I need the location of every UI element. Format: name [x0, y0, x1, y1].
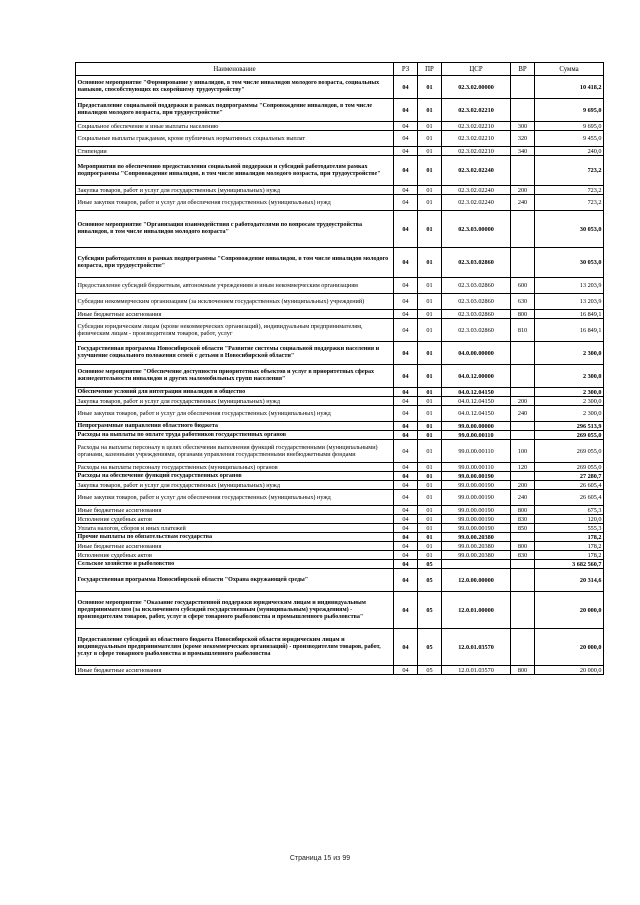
cell-csr: 04.0.12.00000	[442, 365, 511, 388]
cell-name: Иные бюджетные ассигнования	[76, 310, 394, 319]
cell-rz: 04	[394, 506, 418, 515]
cell-vr	[511, 569, 535, 592]
cell-sum: 269 055,0	[535, 463, 604, 472]
cell-vr: 200	[511, 481, 535, 490]
cell-name: Государственная программа Новосибирской области "Развитие системы социальной поддержки населения и улучшение социального положения семей с детьми в Новосибирской области"	[76, 342, 394, 365]
table-row	[76, 569, 604, 592]
cell-sum: 30 053,0	[535, 211, 604, 248]
cell-pr: 01	[418, 156, 442, 186]
cell-pr: 01	[418, 278, 442, 294]
cell-sum: 675,3	[535, 506, 604, 515]
cell-sum: 2 300,0	[535, 406, 604, 422]
cell-sum: 2 300,0	[535, 397, 604, 406]
cell-pr: 05	[418, 592, 442, 629]
cell-vr	[511, 99, 535, 122]
cell-name: Предоставление субсидий из областного бюджета Новосибирской области юридическим лицам и индивидуальным предпринимателям (кроме некоммерческих организаций) - производителям товаров, работ, услуг в сфере товарного рыболовства и промышленного рыболовства	[76, 629, 394, 666]
cell-csr: 99.0.00.00190	[442, 506, 511, 515]
cell-csr: 02.3.02.02210	[442, 147, 511, 156]
cell-sum: 723,2	[535, 156, 604, 186]
cell-vr	[511, 388, 535, 397]
cell-vr: 340	[511, 147, 535, 156]
cell-name: Расходы на выплаты персоналу государственных (муниципальных) органов	[76, 463, 394, 472]
table-row	[76, 422, 604, 431]
header-pr: ПР	[418, 63, 442, 76]
table-row	[76, 211, 604, 248]
cell-sum: 178,2	[535, 533, 604, 542]
cell-vr	[511, 156, 535, 186]
cell-vr: 240	[511, 195, 535, 211]
cell-name: Субсидии юридическим лицам (кроме некоммерческих организаций), индивидуальным предпринимателям, физическим лицам - производителям товаров, работ, услуг	[76, 319, 394, 342]
cell-vr: 630	[511, 294, 535, 310]
cell-csr: 02.3.03.02860	[442, 278, 511, 294]
cell-pr: 01	[418, 76, 442, 99]
cell-vr: 830	[511, 551, 535, 560]
cell-sum: 269 055,0	[535, 431, 604, 440]
cell-pr: 01	[418, 122, 442, 131]
cell-name: Иные закупки товаров, работ и услуг для обеспечения государственных (муниципальных) нужд	[76, 490, 394, 506]
cell-vr	[511, 76, 535, 99]
table-row	[76, 156, 604, 186]
cell-name: Закупка товаров, работ и услуг для государственных (муниципальных) нужд	[76, 186, 394, 195]
cell-name: Субсидии некоммерческим организациям (за исключением государственных (муниципальных) учреждений)	[76, 294, 394, 310]
cell-name: Иные бюджетные ассигнования	[76, 542, 394, 551]
cell-vr: 800	[511, 666, 535, 675]
table-row	[76, 440, 604, 463]
cell-rz: 04	[394, 481, 418, 490]
cell-rz: 04	[394, 560, 418, 569]
cell-sum: 13 203,9	[535, 294, 604, 310]
cell-vr	[511, 342, 535, 365]
cell-sum: 9 695,0	[535, 99, 604, 122]
cell-sum: 723,2	[535, 195, 604, 211]
cell-csr: 12.0.01.03570	[442, 629, 511, 666]
cell-vr: 200	[511, 397, 535, 406]
cell-name: Социальные выплаты гражданам, кроме публичных нормативных социальных выплат	[76, 131, 394, 147]
cell-vr	[511, 629, 535, 666]
cell-sum: 20 000,0	[535, 629, 604, 666]
cell-rz: 04	[394, 551, 418, 560]
cell-sum: 240,0	[535, 147, 604, 156]
table-row	[76, 195, 604, 211]
cell-rz: 04	[394, 592, 418, 629]
cell-sum: 26 605,4	[535, 490, 604, 506]
cell-vr: 800	[511, 310, 535, 319]
table-row	[76, 319, 604, 342]
cell-pr: 01	[418, 310, 442, 319]
cell-pr: 01	[418, 490, 442, 506]
cell-vr	[511, 211, 535, 248]
cell-rz: 04	[394, 406, 418, 422]
cell-csr: 99.0.00.00110	[442, 463, 511, 472]
table-row	[76, 551, 604, 560]
cell-vr	[511, 431, 535, 440]
cell-pr: 01	[418, 542, 442, 551]
cell-rz: 04	[394, 99, 418, 122]
cell-csr: 02.3.02.02240	[442, 186, 511, 195]
cell-rz: 04	[394, 294, 418, 310]
cell-csr: 12.0.00.00000	[442, 569, 511, 592]
cell-name: Стипендии	[76, 147, 394, 156]
cell-pr: 01	[418, 524, 442, 533]
table-row	[76, 666, 604, 675]
cell-sum: 13 203,9	[535, 278, 604, 294]
cell-csr: 02.3.03.02860	[442, 294, 511, 310]
cell-rz: 04	[394, 156, 418, 186]
table-row	[76, 463, 604, 472]
cell-name: Прочие выплаты по обязательствам государства	[76, 533, 394, 542]
cell-csr: 99.0.00.20380	[442, 533, 511, 542]
cell-vr: 800	[511, 506, 535, 515]
cell-sum: 120,0	[535, 515, 604, 524]
cell-name: Мероприятия по обеспечению предоставления социальной поддержки и субсидий работодателям рамках подпрограммы "Сопровождение инвалидов, в том числе инвалидов молодого возраста, при трудоустройстве"	[76, 156, 394, 186]
cell-sum: 2 300,0	[535, 388, 604, 397]
table-row	[76, 472, 604, 481]
cell-csr: 04.0.12.04150	[442, 397, 511, 406]
cell-rz: 04	[394, 388, 418, 397]
cell-name: Расходы на выплаты персоналу в целях обеспечения выполнения функций государственными (муниципальными) органами, казенными учреждениями, органами управления государственными внебюджетными фондами	[76, 440, 394, 463]
cell-pr: 01	[418, 365, 442, 388]
cell-rz: 04	[394, 524, 418, 533]
cell-rz: 04	[394, 131, 418, 147]
cell-pr: 01	[418, 463, 442, 472]
header-rz: РЗ	[394, 63, 418, 76]
cell-csr: 04.0.00.00000	[442, 342, 511, 365]
cell-sum: 178,2	[535, 551, 604, 560]
cell-rz: 04	[394, 666, 418, 675]
cell-name: Субсидии работодателям в рамках подпрограммы "Сопровождение инвалидов, в том числе инвалидов молодого возраста, при трудоустройстве"	[76, 248, 394, 278]
cell-pr: 01	[418, 551, 442, 560]
cell-rz: 04	[394, 629, 418, 666]
cell-csr: 04.0.12.04150	[442, 388, 511, 397]
table-row	[76, 278, 604, 294]
cell-csr: 99.0.00.00190	[442, 472, 511, 481]
cell-sum: 26 605,4	[535, 481, 604, 490]
cell-name: Непрограммные направления областного бюджета	[76, 422, 394, 431]
cell-rz: 04	[394, 278, 418, 294]
cell-name: Закупка товаров, работ и услуг для государственных (муниципальных) нужд	[76, 481, 394, 490]
cell-rz: 04	[394, 310, 418, 319]
budget-table	[75, 62, 604, 675]
header-csr: ЦСР	[442, 63, 511, 76]
cell-csr: 99.0.00.00190	[442, 490, 511, 506]
cell-pr: 01	[418, 147, 442, 156]
cell-name: Расходы на выплаты по оплате труда работников государственных органов	[76, 431, 394, 440]
cell-csr: 04.0.12.04150	[442, 406, 511, 422]
cell-sum: 2 300,0	[535, 365, 604, 388]
table-row	[76, 131, 604, 147]
cell-vr: 850	[511, 524, 535, 533]
cell-rz: 04	[394, 422, 418, 431]
cell-pr: 05	[418, 569, 442, 592]
table-row	[76, 481, 604, 490]
cell-name: Основное мероприятие "Формирование у инвалидов, в том числе инвалидов молодого возраста, социальных навыков, способствующих их скорейшему трудоустройству"	[76, 76, 394, 99]
cell-csr	[442, 560, 511, 569]
cell-csr: 99.0.00.00110	[442, 431, 511, 440]
table-body	[76, 76, 604, 675]
cell-csr: 02.3.02.02240	[442, 156, 511, 186]
cell-pr: 01	[418, 397, 442, 406]
table-row	[76, 406, 604, 422]
cell-name: Основное мероприятие "Обеспечение доступности приоритетных объектов и услуг в приоритетных сферах жизнедеятельности инвалидов и других маломобильных групп населения"	[76, 365, 394, 388]
cell-name: Иные закупки товаров, работ и услуг для обеспечения государственных (муниципальных) нужд	[76, 195, 394, 211]
cell-rz: 04	[394, 397, 418, 406]
header-sum: Сумма	[535, 63, 604, 76]
cell-vr: 100	[511, 440, 535, 463]
cell-sum: 30 053,0	[535, 248, 604, 278]
table-row	[76, 542, 604, 551]
table-row	[76, 524, 604, 533]
table-row	[76, 294, 604, 310]
cell-vr: 200	[511, 186, 535, 195]
cell-vr	[511, 592, 535, 629]
cell-csr: 99.0.00.20380	[442, 551, 511, 560]
cell-vr	[511, 533, 535, 542]
cell-csr: 12.0.01.03570	[442, 666, 511, 675]
cell-pr: 01	[418, 472, 442, 481]
cell-pr: 01	[418, 186, 442, 195]
cell-vr: 320	[511, 131, 535, 147]
table-row	[76, 629, 604, 666]
cell-sum: 555,3	[535, 524, 604, 533]
cell-rz: 04	[394, 186, 418, 195]
cell-pr: 01	[418, 506, 442, 515]
cell-pr: 01	[418, 388, 442, 397]
cell-name: Обеспечение условий для интеграции инвалидов в общество	[76, 388, 394, 397]
table-row	[76, 76, 604, 99]
cell-name: Предоставление субсидий бюджетным, автономным учреждениям и иным некоммерческим организациям	[76, 278, 394, 294]
cell-vr: 600	[511, 278, 535, 294]
table-row	[76, 99, 604, 122]
cell-vr: 810	[511, 319, 535, 342]
cell-sum: 27 280,7	[535, 472, 604, 481]
cell-name: Иные закупки товаров, работ и услуг для обеспечения государственных (муниципальных) нужд	[76, 406, 394, 422]
cell-vr	[511, 365, 535, 388]
table-header	[76, 63, 604, 76]
cell-pr: 01	[418, 342, 442, 365]
cell-name: Иные бюджетные ассигнования	[76, 666, 394, 675]
cell-rz: 04	[394, 211, 418, 248]
cell-pr: 01	[418, 294, 442, 310]
cell-vr: 300	[511, 122, 535, 131]
cell-sum: 20 000,0	[535, 592, 604, 629]
cell-rz: 04	[394, 76, 418, 99]
cell-name: Основное мероприятие "Оказание государственной поддержки юридическим лицам и индивидуальным предпринимателям (за исключением субсидий государственным (муниципальным) учреждениям) - производителям товаров, работ, услуг в сфере товарного рыболовства и промышленного рыболовства"	[76, 592, 394, 629]
table-row	[76, 515, 604, 524]
cell-sum: 2 300,0	[535, 342, 604, 365]
cell-sum: 16 849,1	[535, 319, 604, 342]
cell-sum: 723,2	[535, 186, 604, 195]
cell-sum: 9 455,0	[535, 131, 604, 147]
cell-pr: 05	[418, 666, 442, 675]
cell-csr: 02.3.02.00000	[442, 76, 511, 99]
cell-csr: 99.0.00.20380	[442, 542, 511, 551]
cell-name: Расходы на обеспечение функций государственных органов	[76, 472, 394, 481]
cell-csr: 99.0.00.00000	[442, 422, 511, 431]
table-row	[76, 342, 604, 365]
table-row	[76, 186, 604, 195]
cell-rz: 04	[394, 195, 418, 211]
cell-vr	[511, 422, 535, 431]
cell-name: Уплата налогов, сборов и иных платежей	[76, 524, 394, 533]
cell-csr: 99.0.00.00190	[442, 481, 511, 490]
cell-rz: 04	[394, 490, 418, 506]
table-row	[76, 248, 604, 278]
table-row	[76, 560, 604, 569]
cell-name: Социальное обеспечение и иные выплаты населению	[76, 122, 394, 131]
cell-rz: 04	[394, 440, 418, 463]
cell-rz: 04	[394, 431, 418, 440]
cell-name: Закупка товаров, работ и услуг для государственных (муниципальных) нужд	[76, 397, 394, 406]
cell-rz: 04	[394, 319, 418, 342]
cell-vr: 830	[511, 515, 535, 524]
cell-pr: 05	[418, 629, 442, 666]
cell-sum: 269 055,0	[535, 440, 604, 463]
cell-csr: 02.3.03.00000	[442, 211, 511, 248]
cell-name: Государственная программа Новосибирской области "Охрана окружающей среды"	[76, 569, 394, 592]
cell-pr: 01	[418, 431, 442, 440]
cell-csr: 02.3.02.02210	[442, 122, 511, 131]
cell-rz: 04	[394, 248, 418, 278]
table-row	[76, 506, 604, 515]
cell-rz: 04	[394, 365, 418, 388]
cell-sum: 178,2	[535, 542, 604, 551]
cell-csr: 02.3.02.02210	[442, 99, 511, 122]
page-number: Страница 15 из 99	[289, 855, 351, 862]
cell-rz: 04	[394, 569, 418, 592]
cell-csr: 02.3.03.02860	[442, 310, 511, 319]
cell-name: Иные бюджетные ассигнования	[76, 506, 394, 515]
cell-rz: 04	[394, 463, 418, 472]
cell-sum: 3 682 560,7	[535, 560, 604, 569]
cell-csr: 02.3.02.02240	[442, 195, 511, 211]
cell-rz: 04	[394, 533, 418, 542]
cell-sum: 9 695,0	[535, 122, 604, 131]
table-row	[76, 310, 604, 319]
cell-rz: 04	[394, 122, 418, 131]
cell-pr: 01	[418, 319, 442, 342]
cell-pr: 01	[418, 440, 442, 463]
cell-vr	[511, 472, 535, 481]
cell-csr: 02.3.03.02860	[442, 248, 511, 278]
cell-rz: 04	[394, 472, 418, 481]
cell-name: Предоставление социальной поддержки в рамках подпрограммы "Сопровождение инвалидов, в том числе инвалидов молодого возраста, при трудоустройстве"	[76, 99, 394, 122]
table-row	[76, 147, 604, 156]
cell-pr: 01	[418, 195, 442, 211]
cell-rz: 04	[394, 342, 418, 365]
cell-csr: 02.3.02.02210	[442, 131, 511, 147]
cell-rz: 04	[394, 515, 418, 524]
table-row	[76, 533, 604, 542]
cell-pr: 01	[418, 481, 442, 490]
cell-sum: 296 513,9	[535, 422, 604, 431]
cell-csr: 99.0.00.00190	[442, 524, 511, 533]
header-vr: ВР	[511, 63, 535, 76]
cell-sum: 20 314,6	[535, 569, 604, 592]
cell-vr	[511, 560, 535, 569]
cell-name: Исполнение судебных актов	[76, 515, 394, 524]
cell-pr: 01	[418, 406, 442, 422]
cell-name: Сельское хозяйство и рыболовство	[76, 560, 394, 569]
cell-vr: 120	[511, 463, 535, 472]
cell-sum: 16 849,1	[535, 310, 604, 319]
cell-vr	[511, 248, 535, 278]
cell-rz: 04	[394, 147, 418, 156]
table-row	[76, 397, 604, 406]
cell-sum: 10 418,2	[535, 76, 604, 99]
cell-pr: 01	[418, 99, 442, 122]
cell-name: Исполнение судебных актов	[76, 551, 394, 560]
cell-pr: 01	[418, 422, 442, 431]
table-row	[76, 122, 604, 131]
cell-sum: 20 000,0	[535, 666, 604, 675]
cell-vr: 240	[511, 406, 535, 422]
cell-csr: 02.3.03.02860	[442, 319, 511, 342]
cell-pr: 01	[418, 515, 442, 524]
cell-pr: 01	[418, 533, 442, 542]
cell-name: Основное мероприятие "Организация взаимодействия с работодателями по вопросам трудоустройства инвалидов, в том числе инвалидов молодого возраста"	[76, 211, 394, 248]
table-row	[76, 592, 604, 629]
cell-pr: 01	[418, 248, 442, 278]
cell-pr: 01	[418, 211, 442, 248]
table-row	[76, 490, 604, 506]
cell-vr: 240	[511, 490, 535, 506]
cell-pr: 01	[418, 131, 442, 147]
cell-csr: 99.0.00.00190	[442, 515, 511, 524]
table-row	[76, 431, 604, 440]
table-row	[76, 388, 604, 397]
cell-vr: 800	[511, 542, 535, 551]
cell-csr: 99.0.00.00110	[442, 440, 511, 463]
table-row	[76, 365, 604, 388]
cell-rz: 04	[394, 542, 418, 551]
cell-csr: 12.0.01.00000	[442, 592, 511, 629]
cell-pr: 05	[418, 560, 442, 569]
header-name: Наименование	[76, 63, 394, 76]
